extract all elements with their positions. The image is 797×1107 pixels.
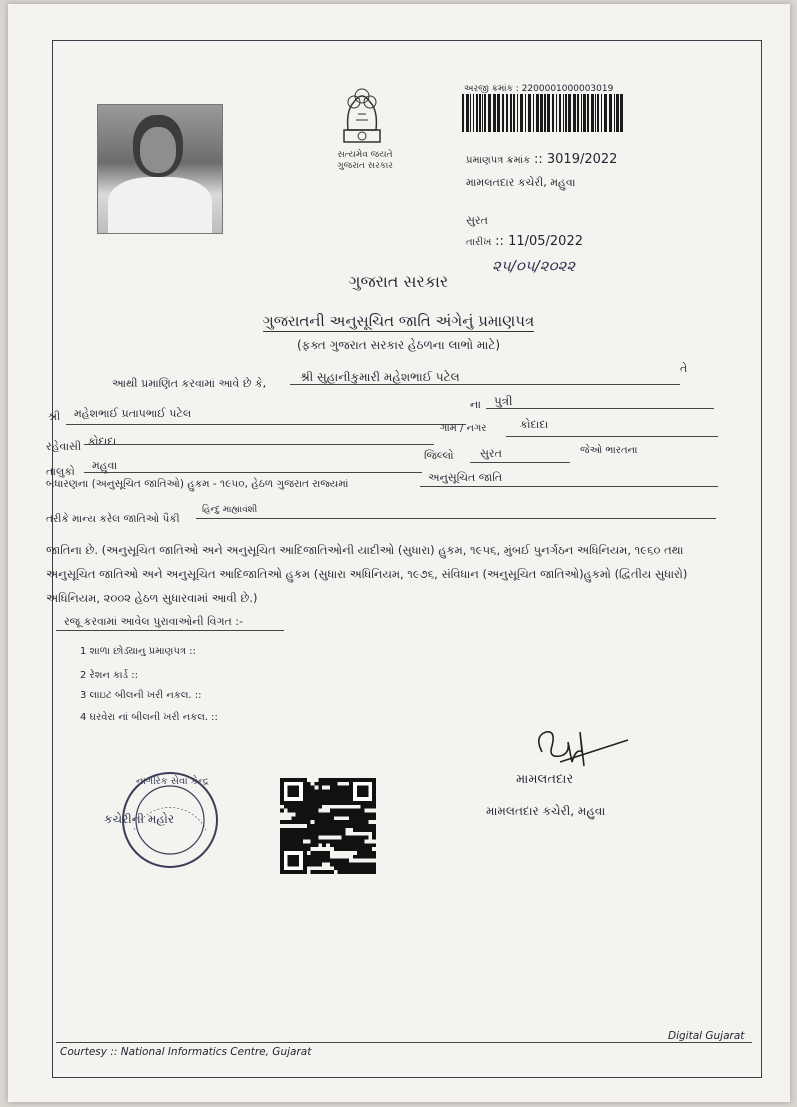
evidence-item: 3 લાઇટ બીલની ખરી નકલ. :: — [80, 690, 202, 701]
issue-date: :: 11/05/2022 — [495, 234, 583, 249]
village-value: કોદાદા — [520, 418, 549, 431]
government-title: ગુજરાત સરકાર — [348, 272, 449, 291]
resident-value: કોદાદા — [88, 435, 117, 448]
certificate-number-label: પ્રમાણપત્ર ક્રમાંક — [466, 155, 531, 166]
application-number: અરજી ક્રમાંક : 2200001000003019 — [464, 84, 614, 94]
signatory-office: મામલતદાર કચેરી, મહુવા — [486, 804, 606, 818]
date-label: તારીખ — [466, 237, 492, 248]
te-text: તે — [680, 362, 688, 375]
digital-gujarat-label: Digital Gujarat — [668, 1030, 745, 1042]
caste-category: અનુસૂચિત જાતિ — [428, 471, 503, 484]
evidence-item: 2 રેશન કાર્ડ :: — [80, 670, 138, 681]
handwritten-date: ૨૫/૦૫/૨૦૨૨ — [492, 257, 576, 275]
certificate-number-row — [466, 152, 617, 167]
district-value: સુરત — [480, 447, 502, 460]
applicant-name: શ્રી સુહાનીકુમારી મહેશભાઈ પટેલ — [300, 370, 460, 384]
applicant-photo — [97, 104, 223, 234]
place: સુરત — [466, 214, 488, 227]
certify-text: આથી પ્રમાણિત કરવામાં આવે છે કે, — [112, 377, 267, 390]
state-emblem-icon — [330, 80, 394, 150]
seal-top-text: નાગરિક સેવા કેન્દ્ર — [136, 776, 209, 787]
date-row — [466, 234, 583, 249]
emblem-caption: સત્યમેવ જયતે ગુજરાત સરકાર — [337, 150, 393, 171]
evidence-item: 1 શાળા છોડ્યાનુ પ્રમાણપત્ર :: — [80, 646, 196, 657]
recognized-text: તરીકે માન્ય કરેલ જાતિઓ પૈકી — [46, 513, 180, 525]
district-label: જિલ્લો — [424, 449, 454, 462]
taluka-label: તાલુકો — [46, 465, 75, 478]
taluka-value: મહુવા — [92, 459, 118, 472]
india-text: જેઓ ભારતના — [580, 445, 638, 456]
certificate-subtitle: (ફક્ત ગુજરાત સરકાર હેઠળના લાભો માટે) — [296, 338, 501, 352]
qr-code — [280, 778, 376, 874]
constitution-text: બંધારણના (અનુસૂચિત જાતિઓ) હુકમ - ૧૯૫૦, હેઠળ ગુજરાત રાજ્યમાં — [46, 478, 349, 490]
shri-label: શ્રી — [48, 410, 61, 423]
na-text: ના — [470, 398, 481, 411]
signature-icon — [520, 722, 630, 777]
certificate-title: ગુજરાતની અનુસૂચિત જાતિ અંગેનું પ્રમાણપત્ર — [262, 312, 535, 330]
evidence-item: 4 ઘરવેરા નાં બીલની ખરી નકલ. :: — [80, 712, 218, 723]
seal-center-text: કચેરીની મહોર — [104, 812, 175, 826]
village-label: ગામ / નગર — [440, 423, 487, 434]
relation: પુત્રી — [494, 394, 513, 408]
father-name: મહેશભાઈ પ્રતાપભાઈ પટેલ — [74, 407, 192, 420]
caste-name: હિન્દુ માહ્યાવંશી — [202, 505, 258, 515]
evidence-heading: રજૂ કરવામાં આવેલ પુરાવાઓની વિગત :- — [64, 615, 243, 628]
barcode — [462, 94, 624, 132]
issuing-office: મામલતદાર કચેરી, મહુવા — [466, 176, 576, 189]
certificate-number: :: 3019/2022 — [534, 152, 618, 167]
designation: મામલતદાર — [516, 772, 574, 787]
legal-paragraph: જાતિના છે. (અનુસૂચિત જાતિઓ અને અનુસૂચિત આદિજાતિઓની યાદીઓ (સુધારા) હુકમ, ૧૯૫૬, મુંબઈ પુનર્ગઠન અધિનિયમ, ૧૯૬૦ તથા અનુસૂચિત જાતિઓ અને અનુસૂચિત આદિજાતિઓ હુકમ (સુધારા અધિનિયમ, ૧૯૭૬, સંવિધાન (અનુસૂચિત જાતિઓ)હુકમો (દ્વિતીય સુધારો) અધિનિયમ, ૨૦૦૨ હેઠળ સુધારવામાં આવી છે.) — [46, 543, 688, 605]
courtesy-text: Courtesy :: National Informatics Centre, Gujarat — [60, 1046, 312, 1058]
resident-label: રહેવાસી — [46, 440, 82, 453]
